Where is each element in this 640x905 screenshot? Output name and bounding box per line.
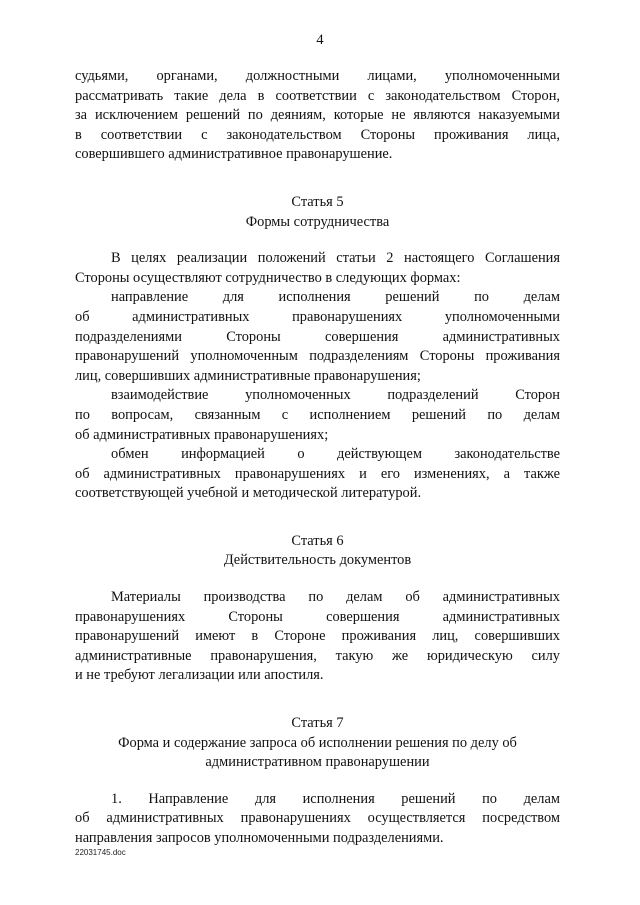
text-line: и не требуют легализации или апостиля. xyxy=(75,667,324,684)
article-5 xyxy=(75,193,560,504)
article-number: Статья 7 xyxy=(291,715,344,732)
text-line: обмен информацией о действующем законодательстве xyxy=(111,446,560,463)
paragraph xyxy=(75,249,560,288)
paragraph xyxy=(75,386,560,445)
text-line: направление для исполнения решений по делам xyxy=(111,289,560,306)
text-line: по вопросам, связанным с исполнением решений по делам xyxy=(75,406,560,423)
text-line: взаимодействие уполномоченных подразделений Сторон xyxy=(111,387,560,404)
text-line: об административных правонарушениях и его изменениях, а также xyxy=(75,465,560,482)
text-line: В целях реализации положений статьи 2 настоящего Соглашения xyxy=(111,250,560,267)
article-title: Формы сотрудничества xyxy=(245,213,390,230)
text-line: направления запросов уполномоченными подразделениями. xyxy=(75,830,444,846)
text-line: лиц, совершивших административные правонарушения; xyxy=(75,367,421,384)
text-line: судьями, органами, должностными лицами, уполномоченными xyxy=(75,68,560,84)
page-number: 4 xyxy=(316,32,324,48)
paragraph xyxy=(75,790,560,849)
paragraph xyxy=(75,288,560,386)
text-line: административные правонарушения, такую же юридическую силу xyxy=(75,647,560,664)
text-line: за исключением решений по деяниям, которые не являются наказуемыми xyxy=(75,107,560,124)
text-line: правонарушений уполномоченным подразделениям Стороны проживания xyxy=(75,348,560,365)
text-line: Стороны осуществляют сотрудничество в следующих формах: xyxy=(75,269,461,286)
article-7 xyxy=(75,714,560,849)
article-number: Статья 5 xyxy=(291,193,344,210)
text-line: правонарушениях Стороны совершения административных xyxy=(75,608,560,625)
text-line: об административных правонарушениях осуществляется посредством xyxy=(75,810,560,827)
file-name-footer: 22031745.doc xyxy=(75,848,126,857)
paragraph xyxy=(75,445,560,504)
article-6 xyxy=(75,532,560,686)
text-line: об административных правонарушениях; xyxy=(75,426,329,443)
text-line: Материалы производства по делам об административных xyxy=(111,589,560,606)
text-line: правонарушений имеют в Стороне проживания лиц, совершивших xyxy=(75,628,560,645)
article-title: Действительность документов xyxy=(223,552,412,569)
text-line: 1. Направление для исполнения решений по делам xyxy=(111,790,560,807)
article-title: административном правонарушении xyxy=(205,754,430,771)
text-line: рассматривать такие дела в соответствии с законодательством Сторон, xyxy=(75,87,560,104)
text-line: в соответствии с законодательством Стороны проживания лица, xyxy=(75,126,560,143)
article-number: Статья 6 xyxy=(291,532,344,549)
text-line: об административных правонарушениях уполномоченными xyxy=(75,308,560,325)
text-line: совершившего административное правонарушение. xyxy=(75,146,393,163)
paragraph xyxy=(75,588,560,686)
text-line: соответствующей учебной и методической литературой. xyxy=(75,485,422,502)
document-body xyxy=(75,67,560,849)
text-line: подразделениями Стороны совершения административных xyxy=(75,328,560,345)
intro-paragraph xyxy=(75,67,560,165)
article-title: Форма и содержание запроса об исполнении решения по делу об xyxy=(118,734,517,751)
